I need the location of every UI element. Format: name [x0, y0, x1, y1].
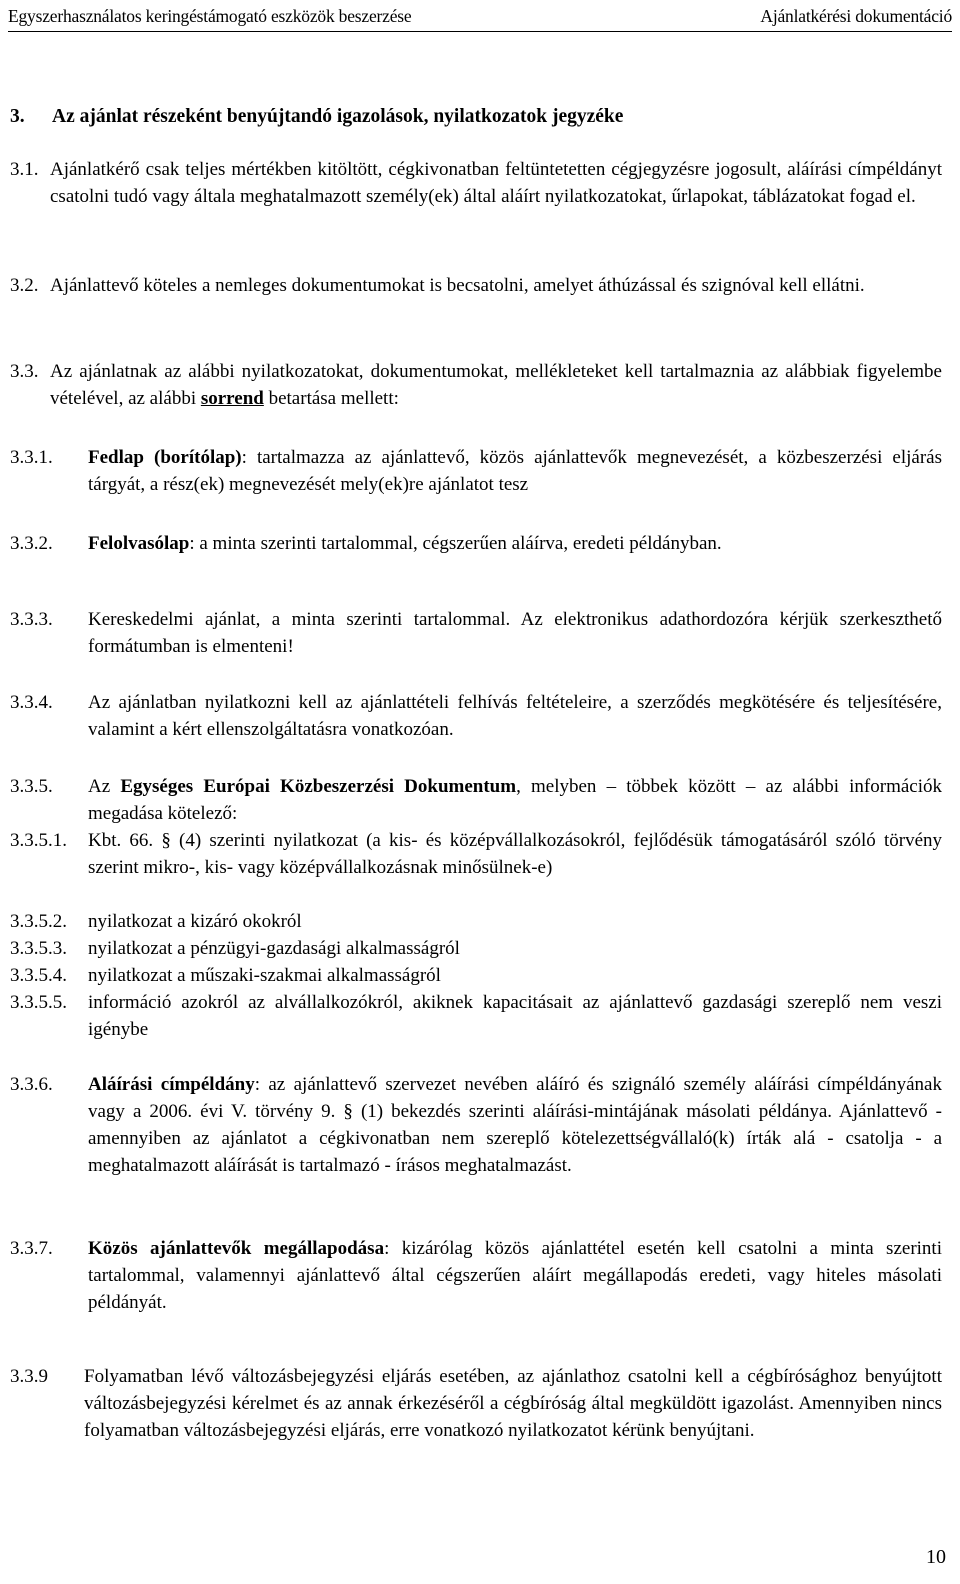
paragraph-number: 3.3.5. [10, 776, 53, 797]
paragraph-number: 3.3. [10, 361, 39, 382]
paragraph-text [88, 773, 942, 827]
bold-term: Aláírási címpéldány [88, 1074, 255, 1095]
text-before: Az [88, 776, 121, 797]
bold-term: Közös ajánlattevők megállapodása [88, 1238, 385, 1259]
paragraph-number: 3.3.5.5. [10, 992, 67, 1013]
paragraph-text: Ajánlatkérő csak teljes mértékben kitöltött, cégkivonatban feltüntetetten cégjegyzésre jogosult, aláírási címpéldányt csatolni tudó vagy általa meghatalmazott személy(ek) által aláírt nyilatkozatokat, űrlapokat, táblázatokat fogad el. [50, 159, 942, 207]
paragraph-number: 3.3.5.2. [10, 911, 67, 932]
section-title: Az ajánlat részeként benyújtandó igazolások, nyilatkozatok jegyzéke [52, 106, 624, 127]
emphasis-sorrend: sorrend [200, 388, 264, 409]
paragraph-number: 3.3.5.3. [10, 938, 67, 959]
paragraph-3-3-4 [10, 689, 942, 743]
paragraph-number: 3.3.1. [10, 447, 53, 468]
paragraph-number: 3.3.7. [10, 1238, 53, 1259]
paragraph-number: 3.3.9 [10, 1366, 48, 1387]
header-right-title: Ajánlatkérési dokumentáció [760, 6, 952, 26]
paragraph-3-3-5-1 [10, 827, 942, 881]
paragraph-number: 3.3.2. [10, 533, 53, 554]
paragraph-3-3-5-5 [10, 989, 942, 1043]
body-text: : az ajánlattevő szervezet nevében aláíró és szignáló személy aláírási címpéldányának vagy a 2006. évi V. törvény 9. § (1) bekezdés szerinti aláírási-mintájának másolati példánya. Ajánlattevő - amennyiben az ajánlatot a cégkivonatban nem szereplő kötelezettségvállaló(k) írták alá - csatolja - a meghatalmazott aláírását is tartalmazó - írásos meghatalmazást. [88, 1074, 942, 1176]
paragraph-number: 3.3.5.4. [10, 965, 67, 986]
paragraph-3-3-2 [10, 530, 942, 557]
body-text: : a minta szerinti tartalommal, cégszerűen aláírva, eredeti példányban. [189, 533, 722, 554]
paragraph-text: Kbt. 66. § (4) szerinti nyilatkozat (a kis- és középvállalkozásokról, fejlődésük támogatásáról szóló törvény szerint mikro-, kis- vagy középvállalkozásnak minősülnek-e) [88, 830, 942, 878]
paragraph-number: 3.2. [10, 275, 39, 296]
paragraph-text: nyilatkozat a pénzügyi-gazdasági alkalmasságról [88, 938, 460, 959]
paragraph-number: 3.1. [10, 159, 39, 180]
paragraph-text: nyilatkozat a kizáró okokról [88, 911, 302, 932]
paragraph-3-3-3 [10, 606, 942, 660]
paragraph-number: 3.3.3. [10, 609, 53, 630]
section-heading [10, 103, 623, 130]
paragraph-3-3-5-4 [10, 962, 942, 989]
paragraph-text: nyilatkozat a műszaki-szakmai alkalmasságról [88, 965, 441, 986]
text-before: Az ajánlatnak az alábbi nyilatkozatokat, dokumentumokat, mellékleteket kell tartalmaznia az alábbiak figyelembe vételével, az alábbi [50, 361, 942, 409]
paragraph-3-3-5-3 [10, 935, 942, 962]
paragraph-3-1 [10, 156, 942, 210]
section-number: 3. [10, 106, 25, 127]
bold-term: Egységes Európai Közbeszerzési Dokumentum [120, 776, 517, 797]
paragraph-text [88, 1071, 942, 1179]
paragraph-text [88, 530, 942, 557]
paragraph-number: 3.3.6. [10, 1074, 53, 1095]
paragraph-number: 3.3.4. [10, 692, 53, 713]
paragraph-3-3-7 [10, 1235, 942, 1316]
text-after: betartása mellett: [263, 388, 399, 409]
paragraph-3-3-5-2 [10, 908, 942, 935]
body-text: : kizárólag közös ajánlattétel esetén kell csatolni a minta szerinti tartalommal, valamennyi ajánlattevő által cégszerűen aláírt megállapodás eredeti, vagy hiteles másolati példányát. [88, 1238, 942, 1313]
header-left-title: Egyszerhasználatos keringéstámogató eszközök beszerzése [8, 6, 412, 26]
paragraph-3-3-5 [10, 773, 942, 827]
paragraph-3-2 [10, 272, 942, 299]
paragraph-3-3-1 [10, 444, 942, 498]
paragraph-text: információ azokról az alvállalkozókról, akiknek kapacitásait az ajánlattevő gazdasági szereplő nem veszi igénybe [88, 992, 942, 1040]
paragraph-text [50, 358, 942, 412]
text-after: , melyben – többek között – az alábbi információk megadása kötelező: [88, 776, 943, 824]
bold-term: Fedlap (borítólap) [88, 447, 242, 468]
paragraph-text: Ajánlattevő köteles a nemleges dokumentumokat is becsatolni, amelyet áthúzással és szignóval kell ellátni. [50, 275, 865, 296]
paragraph-3-3-6 [10, 1071, 942, 1179]
paragraph-text [88, 1235, 942, 1316]
page-number: 10 [926, 1546, 946, 1568]
paragraph-text: Folyamatban lévő változásbejegyzési eljárás esetében, az ajánlathoz csatolni kell a cégbírósághoz benyújtott változásbejegyzési kérelmet és az annak érkezéséről a cégbíróság által megküldött igazolást. Amennyiben nincs folyamatban változásbejegyzési eljárás, erre vonatkozó nyilatkozatot kérünk benyújtani. [84, 1366, 942, 1441]
paragraph-number: 3.3.5.1. [10, 830, 67, 851]
paragraph-text: Az ajánlatban nyilatkozni kell az ajánlattételi felhívás feltételeire, a szerződés megkötésére és teljesítésére, valamint a kért ellenszolgáltatásra vonatkozóan. [88, 692, 942, 740]
paragraph-3-3-9 [10, 1363, 942, 1444]
paragraph-text [88, 444, 942, 498]
paragraph-3-3 [10, 358, 942, 412]
paragraph-text: Kereskedelmi ajánlat, a minta szerinti tartalommal. Az elektronikus adathordozóra kérjük szerkeszthető formátumban is elmenteni! [88, 609, 942, 657]
body-text: : tartalmazza az ajánlattevő, közös ajánlattevők megnevezését, a közbeszerzési eljárás tárgyát, a rész(ek) megnevezését mely(ek)re ajánlatot tesz [88, 447, 942, 495]
bold-term: Felolvasólap [88, 533, 190, 554]
